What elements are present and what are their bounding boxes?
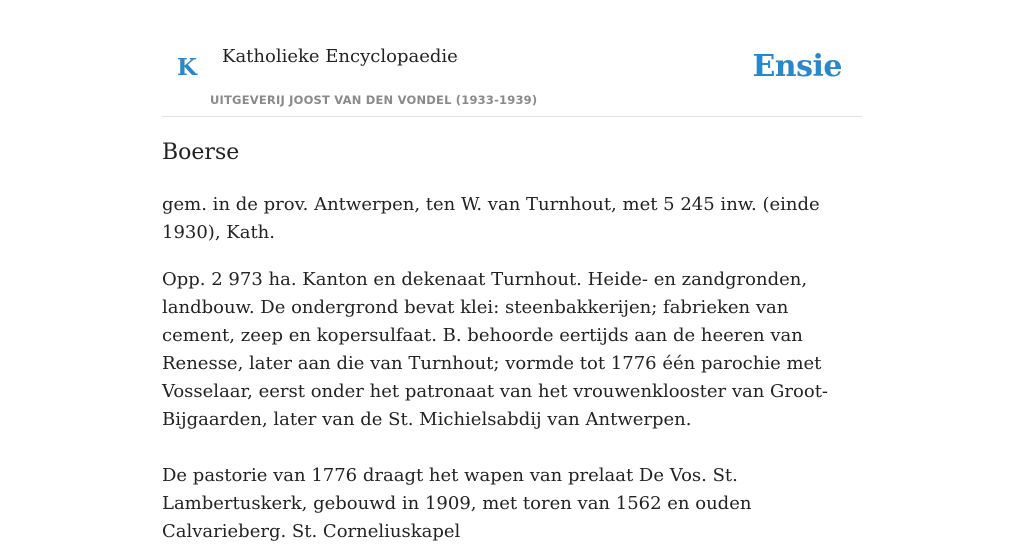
page-container xyxy=(162,0,862,546)
site-header xyxy=(162,0,862,117)
ensie-brand-logo[interactable]: Ensie xyxy=(752,49,842,84)
publisher-label: UITGEVERIJ JOOST VAN DEN VONDEL (1933-1939) xyxy=(210,93,538,107)
encyclopedia-title-link[interactable]: Katholieke Encyclopaedie xyxy=(222,46,458,67)
article-paragraph: Opp. 2 973 ha. Kanton en dekenaat Turnhout. Heide- en zandgronden, landbouw. De ondergrond bevat klei: steenbakkerijen; fabrieken van cement, zeep en kopersulfaat. B. behoorde eertijds aan de heeren van Renesse, later aan die van Turnhout; vormde tot 1776 één parochie met Vosselaar, eerst onder het patronaat van het vrouwenklooster van Groot-Bijgaarden, later van de St. Michielsabdij van Antwerpen. xyxy=(162,268,829,430)
article-paragraph: De pastorie van 1776 draagt het wapen van prelaat De Vos. St. Lambertuskerk, gebouwd in 1909, met toren van 1562 en ouden Calvarieberg. St. Corneliuskapel xyxy=(162,464,752,542)
article-paragraph: gem. in de prov. Antwerpen, ten W. van Turnhout, met 5 245 inw. (einde 1930), Kath. xyxy=(162,193,820,243)
encyclopedia-logo[interactable]: K xyxy=(177,54,197,81)
article-title: Boerse xyxy=(162,140,240,165)
